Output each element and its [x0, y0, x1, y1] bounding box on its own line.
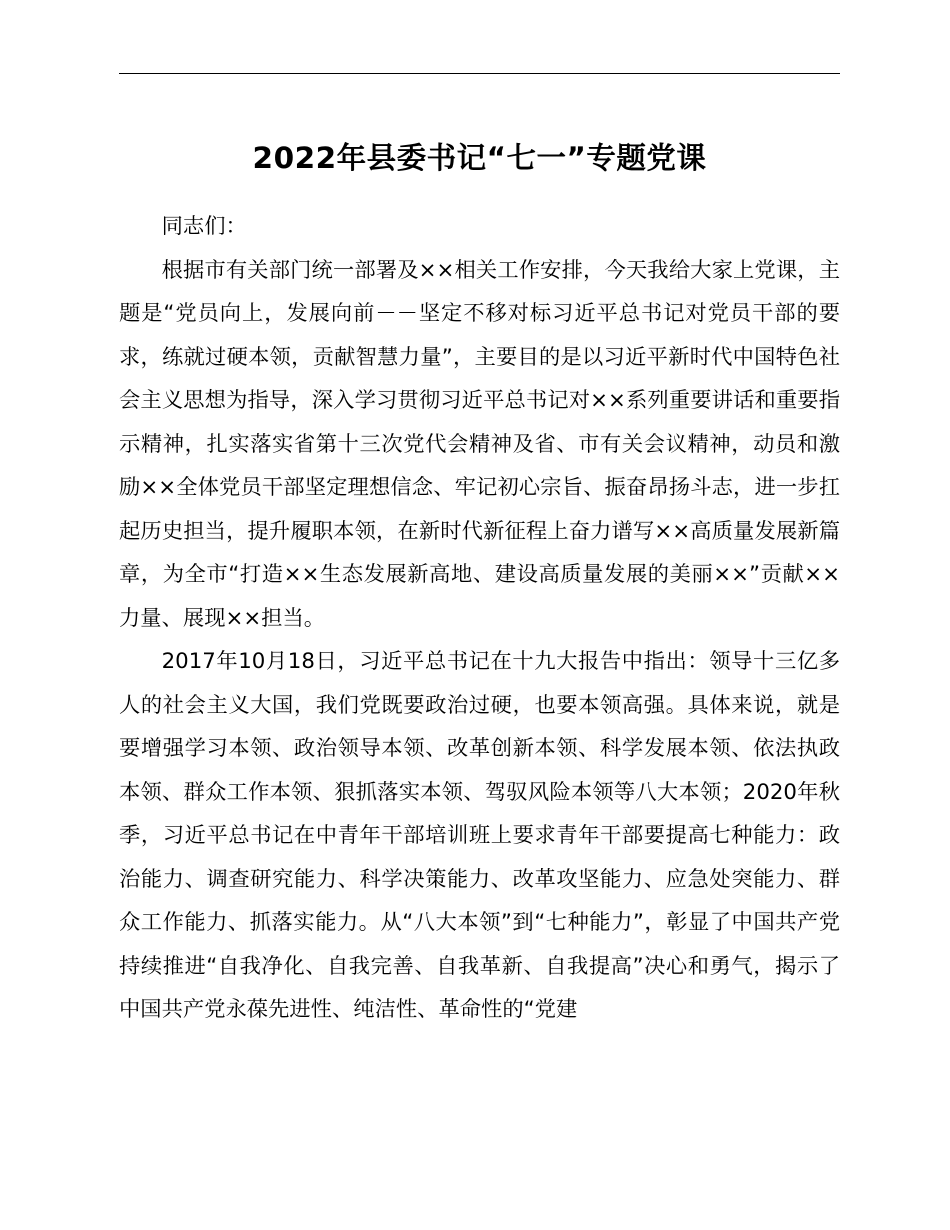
salutation: 同志们： [161, 214, 247, 239]
header-rule [119, 73, 840, 74]
document-body [119, 205, 840, 1032]
document-title: 2022年县委书记“七一”专题党课 [252, 141, 707, 175]
paragraph-1: 根据市有关部门统一部署及××相关工作安排，今天我给大家上党课，主题是“党员向上，发展向前－－坚定不移对标习近平总书记对党员干部的要求，练就过硬本领，贡献智慧力量”，主要目的是以习近平新时代中国特色社会主义思想为指导，深入学习贯彻习近平总书记对××系列重要讲话和重要指示精神，扎实落实省第十三次党代会精神及省、市有关会议精神，动员和激励××全体党员干部坚定理想信念、牢记初心宗旨、振奋昂扬斗志，进一步扛起历史担当，提升履职本领，在新时代新征程上奋力谱写××高质量发展新篇章，为全市“打造××生态发展新高地、建设高质量发展的美丽××”贡献××力量、展现××担当。 [119, 257, 840, 631]
paragraph-2: 2017年10月18日，习近平总书记在十九大报告中指出：领导十三亿多人的社会主义大国，我们党既要政治过硬，也要本领高强。具体来说，就是要增强学习本领、政治领导本领、改革创新本领、科学发展本领、依法执政本领、群众工作本领、狠抓落实本领、驾驭风险本领等八大本领；2020年秋季，习近平总书记在中青年干部培训班上要求青年干部要提高七种能力：政治能力、调查研究能力、科学决策能力、改革攻坚能力、应急处突能力、群众工作能力、抓落实能力。从“八大本领”到“七种能力”，彰显了中国共产党持续推进“自我净化、自我完善、自我革新、自我提高”决心和勇气，揭示了中国共产党永葆先进性、纯洁性、革命性的“党建 [119, 649, 840, 1022]
